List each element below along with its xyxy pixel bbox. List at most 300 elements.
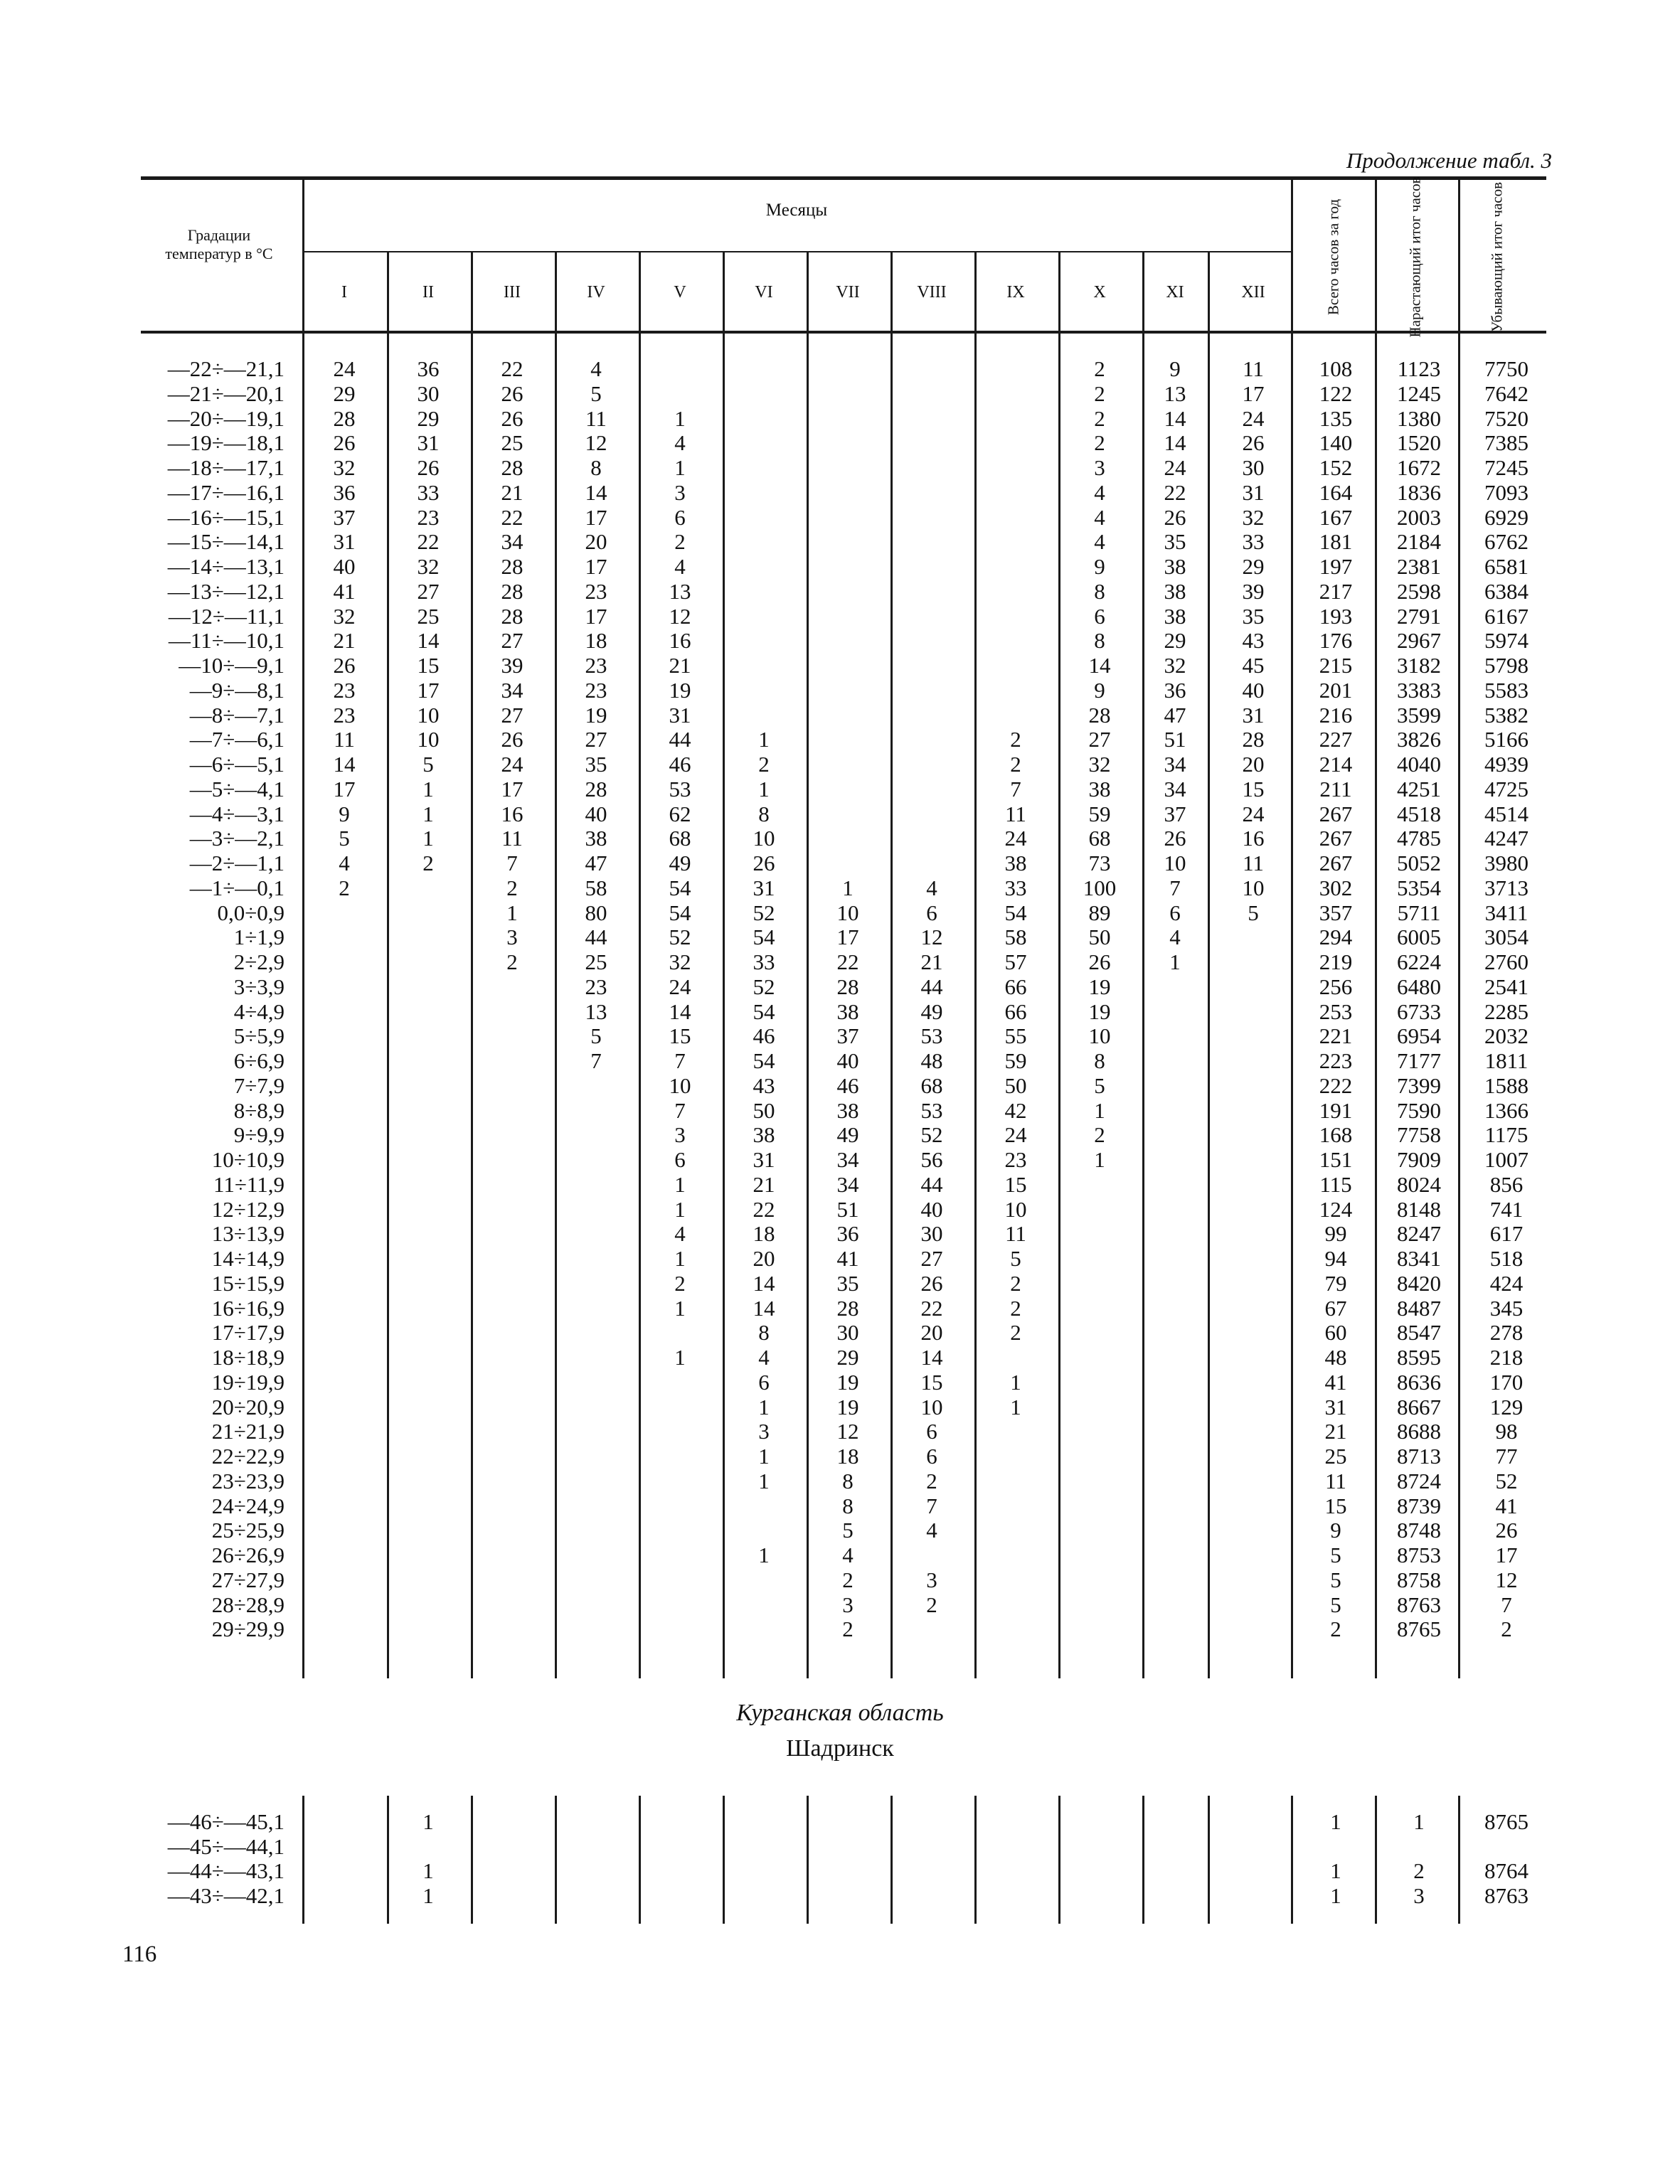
table-cell: 31 xyxy=(753,875,775,900)
table-cell: 40 xyxy=(585,801,607,826)
table-cell: 8758 xyxy=(1397,1567,1441,1592)
table-cell: 1 xyxy=(422,801,434,826)
table-cell: 14 xyxy=(1088,653,1111,678)
table-cell: 24 xyxy=(333,356,356,381)
table-caption: Продолжение табл. 3 xyxy=(1346,148,1552,173)
table-cell: 2 xyxy=(1330,1616,1341,1642)
table-cell: 14 xyxy=(920,1345,943,1370)
table-cell: 7750 xyxy=(1484,356,1529,381)
table-cell: 294 xyxy=(1319,925,1353,950)
table-cell: 54 xyxy=(753,998,775,1024)
table-cell: 2 xyxy=(422,851,434,875)
table-cell: 108 xyxy=(1319,356,1353,381)
table-cell: 8764 xyxy=(1484,1858,1529,1883)
month-header-9: IX xyxy=(1006,283,1025,302)
table-cell: 8 xyxy=(842,1468,854,1493)
table-cell: 4 xyxy=(1094,504,1105,530)
table-cell: 7 xyxy=(674,1048,686,1073)
table-cell: 267 xyxy=(1319,801,1353,826)
table-cell: 52 xyxy=(920,1122,943,1148)
table-cell: 2791 xyxy=(1397,603,1441,629)
table-cell: 15 xyxy=(669,1023,691,1049)
table-cell: 25 xyxy=(585,949,607,974)
table-cell: 26 xyxy=(1164,826,1186,851)
table-cell: 7642 xyxy=(1484,380,1529,406)
table-cell: 5583 xyxy=(1484,677,1529,703)
table-cell: 253 xyxy=(1319,998,1353,1024)
table-cell: 52 xyxy=(669,925,691,950)
table-cell: 58 xyxy=(585,875,607,900)
row-label: —14÷—13,1 xyxy=(167,554,285,579)
table-cell: 14 xyxy=(585,479,607,505)
month-header-10: X xyxy=(1093,283,1106,302)
table-cell: 52 xyxy=(753,974,775,999)
table-cell: 60 xyxy=(1324,1320,1347,1346)
table-cell: 29 xyxy=(417,405,440,431)
table-cell: 19 xyxy=(836,1394,859,1419)
table-cell: 18 xyxy=(753,1221,775,1247)
table-cell: 34 xyxy=(501,677,523,703)
table-cell: 51 xyxy=(1164,727,1186,752)
table-cell: 17 xyxy=(585,554,607,579)
table-cell: 22 xyxy=(501,356,523,381)
table-cell: 267 xyxy=(1319,851,1353,875)
table-cell: 2 xyxy=(1094,430,1105,456)
table-cell: 27 xyxy=(417,578,440,604)
table-cell: 32 xyxy=(669,949,691,974)
table-cell: 22 xyxy=(417,529,440,555)
table-cell: 6954 xyxy=(1397,1023,1441,1049)
table-cell: 4 xyxy=(339,851,350,875)
table-cell: 79 xyxy=(1324,1270,1347,1296)
month-header-7: VII xyxy=(836,283,860,302)
table-cell: 1811 xyxy=(1484,1048,1529,1073)
row-label: 10÷10,9 xyxy=(211,1147,285,1172)
table-cell: 8247 xyxy=(1397,1221,1441,1247)
month-header-3: III xyxy=(504,283,521,302)
table-cell: 3599 xyxy=(1397,702,1441,728)
table-cell: 6 xyxy=(1094,603,1105,629)
table-cell: 22 xyxy=(836,949,859,974)
table-cell: 35 xyxy=(1242,603,1265,629)
table-cell: 44 xyxy=(585,925,607,950)
table-cell: 31 xyxy=(669,702,691,728)
table-cell: 22 xyxy=(920,1295,943,1321)
table-cell: 26 xyxy=(417,455,440,480)
table-cell: 218 xyxy=(1489,1345,1524,1370)
row-label: 6÷6,9 xyxy=(233,1048,285,1073)
table-cell: 24 xyxy=(1242,801,1265,826)
table-cell: 27 xyxy=(585,727,607,752)
table-cell: 6 xyxy=(758,1369,770,1395)
table-cell: 5166 xyxy=(1484,727,1529,752)
table-cell: 26 xyxy=(501,727,523,752)
row-label: —18÷—17,1 xyxy=(167,455,285,480)
table-cell: 38 xyxy=(1164,554,1186,579)
table-cell: 129 xyxy=(1489,1394,1524,1419)
table-cell: 5798 xyxy=(1484,653,1529,678)
table-cell: 28 xyxy=(501,455,523,480)
table-cell: 1588 xyxy=(1484,1072,1529,1098)
table-cell: 24 xyxy=(1164,455,1186,480)
table-cell: 47 xyxy=(1164,702,1186,728)
table-cell: 13 xyxy=(1164,380,1186,406)
table-cell: 8 xyxy=(1094,1048,1105,1073)
table-cell: 57 xyxy=(1004,949,1027,974)
row-label: 18÷18,9 xyxy=(211,1345,285,1370)
table-cell: 10 xyxy=(1242,875,1265,900)
table-cell: 32 xyxy=(333,455,356,480)
table-cell: 14 xyxy=(1164,430,1186,456)
table-cell: 45 xyxy=(1242,653,1265,678)
table-cell: 8420 xyxy=(1397,1270,1441,1296)
table-cell: 278 xyxy=(1489,1320,1524,1346)
table-cell: 28 xyxy=(585,776,607,801)
table-cell: 4 xyxy=(674,554,686,579)
table-cell: 1175 xyxy=(1484,1122,1529,1148)
table-cell: 8753 xyxy=(1397,1543,1441,1567)
table-cell: 34 xyxy=(836,1147,859,1172)
table-cell: 221 xyxy=(1319,1023,1353,1049)
table-cell: 33 xyxy=(1004,875,1027,900)
table-cell: 8 xyxy=(590,455,602,480)
table-cell: 256 xyxy=(1319,974,1353,999)
table-cell: 21 xyxy=(920,949,943,974)
table-cell: 31 xyxy=(1242,702,1265,728)
table-cell: 2 xyxy=(506,875,518,900)
table-cell: 50 xyxy=(753,1097,775,1123)
table-cell: 3 xyxy=(506,925,518,950)
table-cell: 8 xyxy=(1094,628,1105,654)
table-cell: 68 xyxy=(920,1072,943,1098)
table-cell: 54 xyxy=(669,900,691,925)
row-label: 0,0÷0,9 xyxy=(217,900,285,925)
table-cell: 38 xyxy=(753,1122,775,1148)
column-rule xyxy=(807,1796,809,1924)
row-label: 22÷22,9 xyxy=(211,1444,285,1469)
table-cell: 3182 xyxy=(1397,653,1441,678)
table-cell: 28 xyxy=(501,603,523,629)
table-cell: 54 xyxy=(753,925,775,950)
table-cell: 6581 xyxy=(1484,554,1529,579)
column-rule xyxy=(302,1796,304,1924)
table-cell: 8148 xyxy=(1397,1196,1441,1222)
table-cell: 21 xyxy=(753,1171,775,1197)
table-cell: 21 xyxy=(501,479,523,505)
table-cell: 42 xyxy=(1004,1097,1027,1123)
column-rule xyxy=(1458,1796,1460,1924)
table-cell: 2 xyxy=(1094,380,1105,406)
table-cell: 5 xyxy=(1330,1592,1341,1617)
table-cell: 52 xyxy=(753,900,775,925)
table-cell: 18 xyxy=(585,628,607,654)
table-cell: 10 xyxy=(920,1394,943,1419)
table-cell: 26 xyxy=(501,380,523,406)
table-cell: 2 xyxy=(842,1567,854,1592)
table-cell: 8 xyxy=(758,801,770,826)
table-cell: 53 xyxy=(920,1097,943,1123)
table-cell: 219 xyxy=(1319,949,1353,974)
table-cell: 49 xyxy=(669,851,691,875)
table-cell: 345 xyxy=(1489,1295,1524,1321)
table-cell: 23 xyxy=(333,702,356,728)
table-cell: 5 xyxy=(1330,1567,1341,1592)
table-cell: 10 xyxy=(417,727,440,752)
table-cell: 68 xyxy=(669,826,691,851)
table-cell: 23 xyxy=(417,504,440,530)
month-header-5: V xyxy=(674,283,686,302)
table-cell: 1 xyxy=(758,1394,770,1419)
table-cell: 58 xyxy=(1004,925,1027,950)
table-cell: 302 xyxy=(1319,875,1353,900)
table-cell: 2032 xyxy=(1484,1023,1529,1049)
table-cell: 26 xyxy=(753,851,775,875)
row-label: 24÷24,9 xyxy=(211,1493,285,1518)
table-cell: 46 xyxy=(669,752,691,777)
table-cell: 135 xyxy=(1319,405,1353,431)
table-cell: 6 xyxy=(674,1147,686,1172)
table-cell: 3054 xyxy=(1484,925,1529,950)
table-cell: 741 xyxy=(1489,1196,1524,1222)
table-cell: 1 xyxy=(422,826,434,851)
table-cell: 14 xyxy=(333,752,356,777)
table-cell: 23 xyxy=(585,578,607,604)
table-cell: 30 xyxy=(920,1221,943,1247)
table-cell: 8487 xyxy=(1397,1295,1441,1321)
table-cell: 2 xyxy=(1501,1616,1512,1642)
table-cell: 4 xyxy=(842,1543,854,1567)
table-cell: 2003 xyxy=(1397,504,1441,530)
table-cell: 8 xyxy=(1094,578,1105,604)
table-cell: 34 xyxy=(1164,776,1186,801)
table-cell: 24 xyxy=(1004,826,1027,851)
column-rule xyxy=(890,1796,893,1924)
table-cell: 3826 xyxy=(1397,727,1441,752)
table-cell: 6167 xyxy=(1484,603,1529,629)
table-cell: 1 xyxy=(674,1171,686,1197)
table-cell: 8547 xyxy=(1397,1320,1441,1346)
table-cell: 23 xyxy=(585,653,607,678)
table-cell: 7909 xyxy=(1397,1147,1441,1172)
table-cell: 4 xyxy=(1094,479,1105,505)
table-cell: 3 xyxy=(1413,1882,1425,1908)
row-label: —16÷—15,1 xyxy=(167,504,285,530)
table-cell: 3 xyxy=(674,479,686,505)
column-rule xyxy=(1375,180,1377,1678)
table-cell: 3713 xyxy=(1484,875,1529,900)
table-cell: 77 xyxy=(1495,1444,1518,1469)
table-cell: 617 xyxy=(1489,1221,1524,1247)
table-cell: 9 xyxy=(1330,1518,1341,1543)
table-cell: 11 xyxy=(1325,1468,1346,1493)
table-cell: 181 xyxy=(1319,529,1353,555)
table-cell: 28 xyxy=(1088,702,1111,728)
table-cell: 4247 xyxy=(1484,826,1529,851)
table-cell: 6 xyxy=(926,1444,937,1469)
gradations-header: Градации температур в °С xyxy=(165,226,273,262)
table-cell: 2 xyxy=(1010,1320,1021,1346)
table-cell: 7 xyxy=(674,1097,686,1123)
row-label: 29÷29,9 xyxy=(211,1616,285,1642)
table-cell: 19 xyxy=(1088,998,1111,1024)
table-cell: 28 xyxy=(501,554,523,579)
table-cell: 17 xyxy=(417,677,440,703)
table-cell: 20 xyxy=(1242,752,1265,777)
table-cell: 2184 xyxy=(1397,529,1441,555)
table-cell: 7177 xyxy=(1397,1048,1441,1073)
table-cell: 2 xyxy=(758,752,770,777)
table-cell: 41 xyxy=(1495,1493,1518,1518)
row-label: —43÷—42,1 xyxy=(167,1882,285,1908)
row-label: 5÷5,9 xyxy=(233,1023,285,1049)
table-cell: 197 xyxy=(1319,554,1353,579)
table-cell: 1123 xyxy=(1397,356,1441,381)
table-cell: 5 xyxy=(842,1518,854,1543)
table-cell: 11 xyxy=(501,826,523,851)
table-cell: 26 xyxy=(1495,1518,1518,1543)
table-cell: 38 xyxy=(585,826,607,851)
column-rule xyxy=(639,1796,641,1924)
table-cell: 29 xyxy=(333,380,356,406)
table-cell: 37 xyxy=(836,1023,859,1049)
table-cell: 19 xyxy=(669,677,691,703)
table-cell: 168 xyxy=(1319,1122,1353,1148)
table-cell: 2 xyxy=(1010,752,1021,777)
table-cell: 2 xyxy=(1094,405,1105,431)
row-label: —4÷—3,1 xyxy=(189,801,285,826)
table-cell: 3980 xyxy=(1484,851,1529,875)
table-cell: 6224 xyxy=(1397,949,1441,974)
table-cell: 1 xyxy=(1413,1809,1425,1834)
table-cell: 26 xyxy=(1088,949,1111,974)
table-cell: 23 xyxy=(1004,1147,1027,1172)
row-label: —44÷—43,1 xyxy=(167,1858,285,1883)
table-cell: 54 xyxy=(1004,900,1027,925)
table-cell: 6733 xyxy=(1397,998,1441,1024)
table-cell: 38 xyxy=(1164,578,1186,604)
month-header-4: IV xyxy=(587,283,605,302)
table-cell: 25 xyxy=(1324,1444,1347,1469)
table-cell: 2 xyxy=(1010,1270,1021,1296)
table-cell: 68 xyxy=(1088,826,1111,851)
table-cell: 1 xyxy=(674,405,686,431)
table-cell: 26 xyxy=(333,430,356,456)
table-cell: 4 xyxy=(926,875,937,900)
table-cell: 2 xyxy=(506,949,518,974)
table-cell: 4040 xyxy=(1397,752,1441,777)
row-label: —20÷—19,1 xyxy=(167,405,285,431)
table-cell: 50 xyxy=(1088,925,1111,950)
row-label: —13÷—12,1 xyxy=(167,578,285,604)
column-rule xyxy=(1208,1796,1210,1924)
row-label: 16÷16,9 xyxy=(211,1295,285,1321)
table-cell: 26 xyxy=(920,1270,943,1296)
row-label: —1÷—0,1 xyxy=(189,875,285,900)
table-cell: 38 xyxy=(1004,851,1027,875)
page-number: 116 xyxy=(122,1941,157,1967)
table-cell: 7399 xyxy=(1397,1072,1441,1098)
table-cell: 6 xyxy=(926,1419,937,1444)
table-cell: 4518 xyxy=(1397,801,1441,826)
table-cell: 1 xyxy=(1330,1809,1341,1834)
row-label: 20÷20,9 xyxy=(211,1394,285,1419)
row-label: 4÷4,9 xyxy=(233,998,285,1024)
table-cell: 34 xyxy=(836,1171,859,1197)
row-label: 12÷12,9 xyxy=(211,1196,285,1222)
table-cell: 23 xyxy=(585,677,607,703)
table-cell: 17 xyxy=(1495,1543,1518,1567)
table-cell: 2 xyxy=(1094,1122,1105,1148)
table-cell: 39 xyxy=(501,653,523,678)
table-cell: 56 xyxy=(920,1147,943,1172)
table-cell: 2 xyxy=(674,1270,686,1296)
table-cell: 1 xyxy=(1010,1369,1021,1395)
table-cell: 8 xyxy=(842,1493,854,1518)
table-cell: 4 xyxy=(674,430,686,456)
table-cell: 18 xyxy=(836,1444,859,1469)
table-cell: 1 xyxy=(674,455,686,480)
table-cell: 214 xyxy=(1319,752,1353,777)
table-cell: 4 xyxy=(674,1221,686,1247)
table-cell: 6929 xyxy=(1484,504,1529,530)
table-cell: 1836 xyxy=(1397,479,1441,505)
table-cell: 1 xyxy=(1330,1858,1341,1883)
table-cell: 16 xyxy=(1242,826,1265,851)
table-cell: 40 xyxy=(1242,677,1265,703)
table-cell: 99 xyxy=(1324,1221,1347,1247)
row-label: 23÷23,9 xyxy=(211,1468,285,1493)
table-cell: 2 xyxy=(1413,1858,1425,1883)
table-cell: 36 xyxy=(333,479,356,505)
table-cell: 6 xyxy=(1169,900,1181,925)
table-cell: 191 xyxy=(1319,1097,1353,1123)
row-label: 13÷13,9 xyxy=(211,1221,285,1247)
table-cell: 89 xyxy=(1088,900,1111,925)
months-header: Месяцы xyxy=(765,201,828,220)
region-heading: Курганская область xyxy=(736,1700,944,1726)
table-cell: 32 xyxy=(1242,504,1265,530)
table-cell: 48 xyxy=(920,1048,943,1073)
table-cell: 16 xyxy=(669,628,691,654)
table-cell: 37 xyxy=(333,504,356,530)
row-label: —15÷—14,1 xyxy=(167,529,285,555)
table-cell: 9 xyxy=(1094,554,1105,579)
table-cell: 59 xyxy=(1004,1048,1027,1073)
table-cell: 5974 xyxy=(1484,628,1529,654)
table-cell: 20 xyxy=(920,1320,943,1346)
table-cell: 15 xyxy=(417,653,440,678)
row-label: 25÷25,9 xyxy=(211,1518,285,1543)
table-cell: 1520 xyxy=(1397,430,1441,456)
table-cell: 1 xyxy=(758,1468,770,1493)
table-cell: 19 xyxy=(836,1369,859,1395)
table-cell: 32 xyxy=(417,554,440,579)
table-cell: 6 xyxy=(674,504,686,530)
table-cell: 3 xyxy=(926,1567,937,1592)
table-cell: 3 xyxy=(674,1122,686,1148)
table-cell: 29 xyxy=(836,1345,859,1370)
table-cell: 40 xyxy=(920,1196,943,1222)
table-cell: 23 xyxy=(585,974,607,999)
table-cell: 10 xyxy=(669,1072,691,1098)
table-cell: 98 xyxy=(1495,1419,1518,1444)
column-rule xyxy=(974,1796,977,1924)
table-cell: 26 xyxy=(1242,430,1265,456)
table-cell: 12 xyxy=(920,925,943,950)
table-cell: 3 xyxy=(1094,455,1105,480)
table-cell: 1 xyxy=(1330,1882,1341,1908)
table-cell: 28 xyxy=(1242,727,1265,752)
